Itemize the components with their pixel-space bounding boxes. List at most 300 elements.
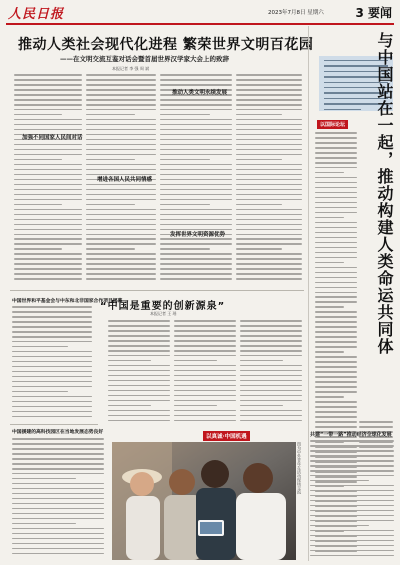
body-text-line xyxy=(310,480,369,482)
body-text-line xyxy=(14,79,82,81)
body-text-line xyxy=(14,179,82,181)
body-text-line xyxy=(236,144,302,146)
body-text-line xyxy=(12,366,92,368)
body-text-line xyxy=(14,238,82,240)
body-text-line xyxy=(160,258,232,260)
second-headline: “中国是重要的创新源泉” xyxy=(100,301,226,312)
body-text-line xyxy=(86,164,156,166)
body-text-line xyxy=(12,498,104,500)
body-text-line xyxy=(14,214,82,216)
bottom-right-headline: 共建“一带一路”推动经济全球化发展 xyxy=(310,432,392,438)
body-text-line xyxy=(315,262,344,264)
body-text-line xyxy=(315,167,357,169)
body-text-line xyxy=(108,340,170,342)
body-text-line xyxy=(315,396,344,398)
body-text-line xyxy=(315,237,357,239)
body-text-line xyxy=(108,400,170,402)
body-text-line xyxy=(12,493,104,495)
body-text-line xyxy=(14,224,82,226)
body-text-line xyxy=(86,119,156,121)
body-text-line xyxy=(86,243,156,245)
body-text-line xyxy=(12,548,104,550)
body-text-line xyxy=(236,89,302,91)
body-text-line xyxy=(240,350,302,352)
body-text-line xyxy=(12,458,104,460)
body-text-line xyxy=(315,426,357,428)
body-text-line xyxy=(240,370,302,372)
body-text-line xyxy=(160,74,232,76)
body-text-line xyxy=(236,184,302,186)
body-text-line xyxy=(14,84,82,86)
body-text-line xyxy=(14,194,82,196)
body-text-line xyxy=(174,335,236,337)
body-text-line xyxy=(160,174,232,176)
body-text-line xyxy=(310,495,394,497)
body-text-line xyxy=(14,184,82,186)
body-text-line xyxy=(315,217,344,219)
body-text-line xyxy=(14,89,82,91)
body-text-line xyxy=(315,341,357,343)
body-text-line xyxy=(236,109,302,111)
body-text-line xyxy=(108,420,170,422)
body-text-line xyxy=(315,172,344,174)
body-text-line xyxy=(315,356,357,358)
body-text-line xyxy=(310,505,394,507)
body-text-line xyxy=(86,84,156,86)
body-text-line xyxy=(12,478,76,480)
body-text-line xyxy=(86,99,156,101)
body-text-line xyxy=(12,523,76,525)
body-text-line xyxy=(310,555,394,557)
body-text-line xyxy=(14,229,82,231)
body-text-line xyxy=(315,336,357,338)
body-text-line xyxy=(86,204,135,206)
body-text-line xyxy=(12,508,104,510)
body-text-line xyxy=(240,420,302,422)
body-text-line xyxy=(310,510,394,512)
body-text-line xyxy=(12,463,104,465)
body-text-line xyxy=(236,204,282,206)
body-text-line xyxy=(108,360,151,362)
body-text-line xyxy=(236,219,302,221)
body-text-line xyxy=(108,350,170,352)
body-text-line xyxy=(236,238,302,240)
brief-body-1 xyxy=(12,306,92,421)
body-text-line xyxy=(315,401,357,403)
issue-date: 2023年7月8日 星期六 xyxy=(268,10,324,16)
body-text-line xyxy=(160,119,232,121)
body-text-line xyxy=(310,550,394,552)
body-text-line xyxy=(86,109,156,111)
lead-section-title-2: 推动人类文明永续发展 xyxy=(172,90,228,96)
body-text-line xyxy=(108,325,170,327)
body-text-line xyxy=(86,94,156,96)
body-text-line xyxy=(236,268,302,270)
body-text-line xyxy=(160,199,232,201)
body-text-line xyxy=(359,426,393,428)
lead-column-3 xyxy=(160,74,232,288)
body-text-line xyxy=(160,149,232,151)
body-text-line xyxy=(240,345,302,347)
body-text-line xyxy=(160,139,232,141)
body-text-line xyxy=(174,365,236,367)
body-text-line xyxy=(14,129,82,131)
body-text-line xyxy=(160,79,232,81)
body-text-line xyxy=(14,219,82,221)
body-text-line xyxy=(12,513,104,515)
body-text-line xyxy=(12,488,104,490)
body-text-line xyxy=(108,330,170,332)
body-text-line xyxy=(12,371,92,373)
body-text-line xyxy=(12,386,92,388)
body-text-line xyxy=(174,390,236,392)
body-text-line xyxy=(12,518,104,520)
body-text-line xyxy=(315,152,357,154)
lead-byline: 本报记者 李 强 周 斌 xyxy=(112,66,150,71)
body-text-line xyxy=(315,202,357,204)
body-text-line xyxy=(14,154,82,156)
body-text-line xyxy=(160,219,232,221)
lead-headline: 推动人类社会现代化进程 繁荣世界文明百花园 xyxy=(18,37,314,53)
body-text-line xyxy=(108,395,170,397)
body-text-line xyxy=(160,104,232,106)
body-text-line xyxy=(310,460,394,462)
body-text-line xyxy=(236,273,302,275)
body-text-line xyxy=(174,410,236,412)
body-text-line xyxy=(14,258,82,260)
body-text-line xyxy=(160,129,232,131)
body-text-line xyxy=(310,450,394,452)
body-text-line xyxy=(315,272,357,274)
body-text-line xyxy=(12,453,104,455)
body-text-line xyxy=(315,406,357,408)
body-text-line xyxy=(14,189,82,191)
brief-headline-2: 中国援建的高科技园区在当地发展态势良好 xyxy=(12,430,104,435)
body-text-line xyxy=(12,443,104,445)
body-text-line xyxy=(174,375,236,377)
body-text-line xyxy=(315,391,357,393)
body-text-line xyxy=(236,234,302,236)
body-text-line xyxy=(236,129,302,131)
body-text-line xyxy=(240,325,302,327)
body-text-line xyxy=(108,345,170,347)
body-text-line xyxy=(236,243,302,245)
body-text-line xyxy=(236,119,302,121)
body-text-line xyxy=(14,144,82,146)
body-text-line xyxy=(315,147,357,149)
body-text-line xyxy=(174,400,236,402)
body-text-line xyxy=(12,341,92,343)
body-text-line xyxy=(12,306,92,308)
body-text-line xyxy=(108,390,170,392)
body-text-line xyxy=(315,182,357,184)
body-text-line xyxy=(108,355,170,357)
body-text-line xyxy=(315,371,357,373)
body-text-line xyxy=(310,520,394,522)
lead-section-title-3: 增进各国人民共同情感 xyxy=(97,177,153,183)
body-text-line xyxy=(108,375,170,377)
body-text-line xyxy=(236,114,282,116)
body-text-line xyxy=(12,331,92,333)
body-text-line xyxy=(12,416,92,418)
body-text-line xyxy=(310,470,394,472)
body-text-line xyxy=(174,330,236,332)
body-text-line xyxy=(160,248,210,250)
body-text-line xyxy=(14,278,82,280)
body-text-line xyxy=(315,321,357,323)
body-text-line xyxy=(12,503,104,505)
body-text-line xyxy=(310,465,394,467)
body-text-line xyxy=(12,326,92,328)
body-text-line xyxy=(86,169,156,171)
brief-divider xyxy=(10,424,98,425)
body-text-line xyxy=(315,296,357,298)
body-text-line xyxy=(160,109,232,111)
bottom-right-body xyxy=(310,440,394,560)
body-text-line xyxy=(236,99,302,101)
body-text-line xyxy=(240,390,302,392)
body-text-line xyxy=(236,154,302,156)
body-text-line xyxy=(14,119,82,121)
body-text-line xyxy=(86,219,156,221)
body-text-line xyxy=(86,149,156,151)
body-text-line xyxy=(174,405,217,407)
body-text-line xyxy=(86,263,156,265)
body-text-line xyxy=(86,159,135,161)
body-text-line xyxy=(174,320,236,322)
body-text-line xyxy=(86,154,156,156)
body-text-line xyxy=(310,445,394,447)
body-text-line xyxy=(240,320,302,322)
body-text-line xyxy=(12,316,92,318)
body-text-line xyxy=(12,336,92,338)
body-text-line xyxy=(160,184,232,186)
body-text-line xyxy=(14,124,82,126)
body-text-line xyxy=(14,149,82,151)
body-text-line xyxy=(160,253,232,255)
body-text-line xyxy=(240,330,302,332)
body-text-line xyxy=(12,381,92,383)
body-text-line xyxy=(236,263,302,265)
masthead xyxy=(6,3,394,25)
body-text-line xyxy=(236,189,302,191)
page-number: 3 要闻 xyxy=(355,6,392,20)
body-text-line xyxy=(315,306,344,308)
body-text-line xyxy=(14,204,62,206)
body-text-line xyxy=(14,169,82,171)
body-text-line xyxy=(86,134,156,136)
body-text-line xyxy=(240,415,302,417)
body-text-line xyxy=(14,209,82,211)
body-text-line xyxy=(240,410,302,412)
newspaper-logo: 人民日报 xyxy=(8,7,65,22)
body-text-line xyxy=(236,164,302,166)
body-text-line xyxy=(240,375,302,377)
body-text-line xyxy=(160,273,232,275)
body-text-line xyxy=(12,438,104,440)
body-text-line xyxy=(174,395,236,397)
body-text-line xyxy=(315,416,357,418)
body-text-line xyxy=(310,515,394,517)
body-text-line xyxy=(240,380,302,382)
body-text-line xyxy=(86,89,156,91)
body-text-line xyxy=(12,391,68,393)
body-text-line xyxy=(160,238,232,240)
body-text-line xyxy=(160,99,232,101)
body-text-line xyxy=(315,316,357,318)
body-text-line xyxy=(14,273,82,275)
body-text-line xyxy=(236,214,302,216)
body-text-line xyxy=(86,124,156,126)
body-text-line xyxy=(236,104,302,106)
body-text-line xyxy=(315,187,357,189)
body-text-line xyxy=(14,104,82,106)
body-text-line xyxy=(236,79,302,81)
body-text-line xyxy=(160,189,232,191)
body-text-line xyxy=(12,356,92,358)
body-text-line xyxy=(236,159,282,161)
body-text-line xyxy=(14,253,82,255)
body-text-line xyxy=(160,179,232,181)
body-text-line xyxy=(236,229,302,231)
body-text-line xyxy=(236,179,302,181)
body-text-line xyxy=(236,149,302,151)
body-text-line xyxy=(236,258,302,260)
body-text-line xyxy=(14,94,82,96)
body-text-line xyxy=(86,74,156,76)
body-text-line xyxy=(240,400,302,402)
body-text-line xyxy=(86,139,156,141)
body-text-line xyxy=(14,248,62,250)
section-divider xyxy=(10,290,304,291)
body-text-line xyxy=(315,277,357,279)
body-text-line xyxy=(359,421,393,423)
body-text-line xyxy=(108,320,170,322)
body-text-line xyxy=(174,350,236,352)
body-text-line xyxy=(236,199,302,201)
body-text-line xyxy=(160,124,232,126)
body-text-line xyxy=(12,311,92,313)
body-text-line xyxy=(310,535,394,537)
body-text-line xyxy=(86,189,156,191)
body-text-line xyxy=(315,421,357,423)
right-column-title: 与中国站在一起，推动构建人类命运共同体 xyxy=(375,32,394,355)
body-text-line xyxy=(310,540,394,542)
body-text-line xyxy=(160,204,210,206)
body-text-line xyxy=(86,79,156,81)
body-text-line xyxy=(310,475,394,477)
body-text-line xyxy=(236,134,302,136)
body-text-line xyxy=(160,209,232,211)
body-text-line xyxy=(86,194,156,196)
body-text-line xyxy=(315,212,357,214)
body-text-line xyxy=(315,411,357,413)
body-text-line xyxy=(315,247,357,249)
body-text-line xyxy=(240,360,283,362)
body-text-line xyxy=(240,365,302,367)
body-text-line xyxy=(174,370,236,372)
photo-credit: 图为中外青年在活动现场交流 xyxy=(297,442,302,494)
body-text-line xyxy=(236,84,302,86)
body-text-line xyxy=(236,209,302,211)
body-text-line xyxy=(86,129,156,131)
body-text-line xyxy=(12,351,92,353)
body-text-line xyxy=(14,159,62,161)
body-text-line xyxy=(14,114,62,116)
body-text-line xyxy=(14,109,82,111)
body-text-line xyxy=(160,114,210,116)
body-text-line xyxy=(315,207,357,209)
body-text-line xyxy=(160,214,232,216)
body-text-line xyxy=(315,227,357,229)
body-text-line xyxy=(86,229,156,231)
body-text-line xyxy=(315,232,357,234)
body-text-line xyxy=(12,468,104,470)
body-text-line xyxy=(108,410,170,412)
body-text-line xyxy=(86,224,156,226)
body-text-line xyxy=(160,224,232,226)
body-text-line xyxy=(14,243,82,245)
body-text-line xyxy=(108,385,170,387)
body-text-line xyxy=(174,325,236,327)
body-text-line xyxy=(240,355,302,357)
body-text-line xyxy=(12,543,104,545)
body-text-line xyxy=(12,538,104,540)
body-text-line xyxy=(174,420,236,422)
body-text-line xyxy=(315,252,357,254)
brief-body-2 xyxy=(12,438,104,560)
body-text-line xyxy=(86,268,156,270)
body-text-line xyxy=(108,380,170,382)
body-text-line xyxy=(86,234,156,236)
body-text-line xyxy=(174,345,236,347)
body-text-line xyxy=(310,440,394,442)
body-text-line xyxy=(310,500,394,502)
body-text-line xyxy=(315,376,357,378)
body-text-line xyxy=(236,169,302,171)
body-text-line xyxy=(315,361,357,363)
body-text-line xyxy=(86,238,156,240)
body-text-line xyxy=(160,268,232,270)
body-text-line xyxy=(12,553,104,555)
body-text-line xyxy=(86,253,156,255)
body-text-line xyxy=(236,174,302,176)
body-text-line xyxy=(160,263,232,265)
lead-section-title-4: 发挥世界文明资源优势 xyxy=(170,232,226,238)
body-text-line xyxy=(86,258,156,260)
body-text-line xyxy=(315,162,357,164)
body-text-line xyxy=(315,287,357,289)
body-text-line xyxy=(14,99,82,101)
lead-section-title-1: 加强不同国家人民间对话 xyxy=(22,135,83,141)
body-text-line xyxy=(86,114,135,116)
body-text-line xyxy=(12,473,104,475)
body-text-line xyxy=(108,415,170,417)
body-text-line xyxy=(86,209,156,211)
body-text-line xyxy=(240,340,302,342)
body-text-line xyxy=(108,365,170,367)
body-text-line xyxy=(315,267,357,269)
body-text-line xyxy=(12,321,92,323)
body-text-line xyxy=(160,134,232,136)
lead-column-4 xyxy=(236,74,302,288)
second-byline: 本报记者 王 瑶 xyxy=(150,311,177,316)
news-photo xyxy=(112,442,296,560)
body-text-line xyxy=(12,528,104,530)
body-text-line xyxy=(236,74,302,76)
body-text-line xyxy=(315,386,357,388)
body-text-line xyxy=(14,199,82,201)
